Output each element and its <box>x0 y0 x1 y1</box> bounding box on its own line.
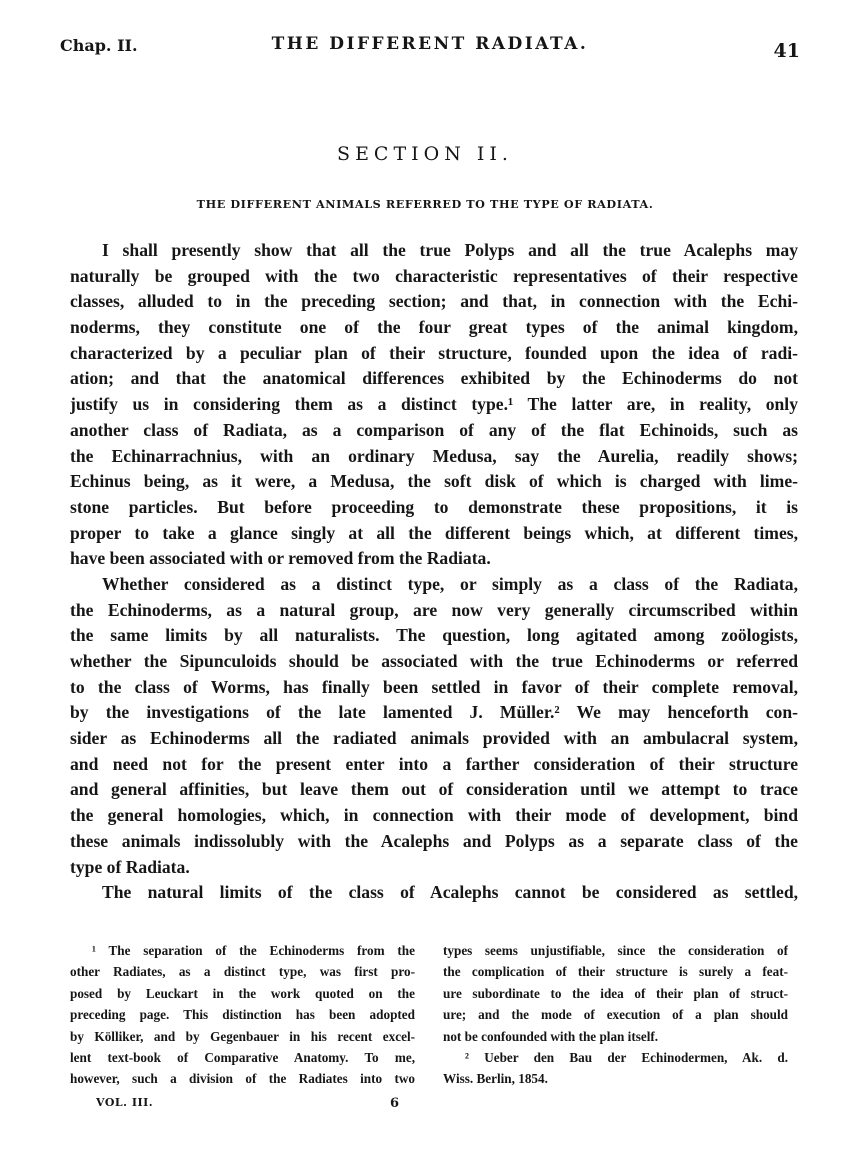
footnote-line: ure subordinate to the idea of their plan of struct- <box>443 985 788 1001</box>
body-line: another class of Radiata, as a comparison of any of the flat Echinoids, such as <box>70 419 798 440</box>
body-line: the same limits by all naturalists. The question, long agitated among zoölogists, <box>70 625 798 646</box>
body-line: I shall presently show that all the true Polyps and all the true Acalephs may <box>102 240 798 260</box>
body-line: noderms, they constitute one of the four great types of the animal kingdom, <box>70 317 798 338</box>
body-line: to the class of Worms, has finally been settled in favor of their complete removal, <box>70 676 798 697</box>
footnote-line: types seems unjustifiable, since the consideration of <box>443 943 788 958</box>
body-line: the general homologies, which, in connection with their mode of development, bind <box>70 805 798 826</box>
running-title: THE DIFFERENT RADIATA. <box>271 34 589 54</box>
body-line: whether the Sipunculoids should be associated with the true Echinoderms or referred <box>70 651 798 671</box>
footnote-line: not be confounded with the plan itself. <box>443 1028 659 1044</box>
page-number: 41 <box>773 40 800 62</box>
body-line: proper to take a glance singly at all the different beings which, at different times, <box>70 522 798 543</box>
footnote-line: the complication of their structure is surely a feat- <box>443 964 788 980</box>
footnotes <box>70 940 800 1110</box>
footnote-column-left <box>70 940 415 1090</box>
running-head <box>60 34 800 62</box>
body-line: by the investigations of the late lamented J. Müller.² We may henceforth con- <box>70 702 798 723</box>
footnote-line: posed by Leuckart in the work quoted on the <box>70 985 415 1001</box>
footnote-line: Wiss. Berlin, 1854. <box>443 1071 548 1087</box>
footnote-line: by Kölliker, and by Gegenbauer in his recent excel- <box>70 1028 415 1044</box>
section-heading: SECTION II. <box>337 143 513 165</box>
body-line: classes, alluded to in the preceding section; and that, in connection with the Echi- <box>70 291 798 312</box>
footnote-line: however, such a division of the Radiates into two <box>70 1071 415 1087</box>
footnote-column-right <box>443 940 788 1090</box>
body-line: stone particles. But before proceeding to demonstrate these propositions, it is <box>70 496 798 517</box>
footnote-line: ure; and the mode of execution of a plan should <box>443 1007 788 1023</box>
footnote-line: lent text-book of Comparative Anatomy. To me, <box>70 1049 415 1065</box>
body-line: Whether considered as a distinct type, or simply as a class of the Radiata, <box>102 573 798 594</box>
body-line: characterized by a peculiar plan of their structure, founded upon the idea of radi- <box>70 342 798 363</box>
footnote-line: ¹ The separation of the Echinoderms from the <box>92 943 415 958</box>
footnote-line: ² Ueber den Bau der Echinodermen, Ak. d. <box>465 1049 788 1065</box>
body-line: naturally be grouped with the two characteristic representatives of their respective <box>70 265 798 286</box>
body-line: type of Radiata. <box>70 856 190 877</box>
footnote-line: other Radiates, as a distinct type, was first pro- <box>70 964 415 980</box>
section-subtitle: THE DIFFERENT ANIMALS REFERRED TO THE TYPE OF RADIATA. <box>196 197 654 211</box>
sheet-number: 6 <box>390 1096 400 1111</box>
body-line: The natural limits of the class of Acalephs cannot be considered as settled, <box>102 882 798 903</box>
body-text <box>70 238 798 906</box>
body-line: ation; and that the anatomical differences exhibited by the Echinoderms do not <box>70 368 798 389</box>
body-line: justify us in considering them as a distinct type.¹ The latter are, in reality, only <box>70 394 798 415</box>
body-line: and general affinities, but leave them out of consideration until we attempt to trace <box>70 779 798 800</box>
footnote-line: preceding page. This distinction has been adopted <box>70 1007 415 1023</box>
body-line: Echinus being, as it were, a Medusa, the soft disk of which is charged with lime- <box>70 471 798 492</box>
volume-signature: VOL. III. <box>96 1096 154 1109</box>
body-line: have been associated with or removed from the Radiata. <box>70 548 491 569</box>
body-line: these animals indissolubly with the Acalephs and Polyps as a separate class of the <box>70 830 798 851</box>
body-line: the Echinoderms, as a natural group, are now very generally circumscribed within <box>70 599 798 620</box>
body-line: sider as Echinoderms all the radiated animals provided with an ambulacral system, <box>70 728 798 749</box>
body-line: and need not for the present enter into a farther consideration of their structure <box>70 753 798 774</box>
body-line: the Echinarrachnius, with an ordinary Medusa, say the Aurelia, readily shows; <box>70 445 798 466</box>
chapter-label: Chap. II. <box>60 36 138 55</box>
